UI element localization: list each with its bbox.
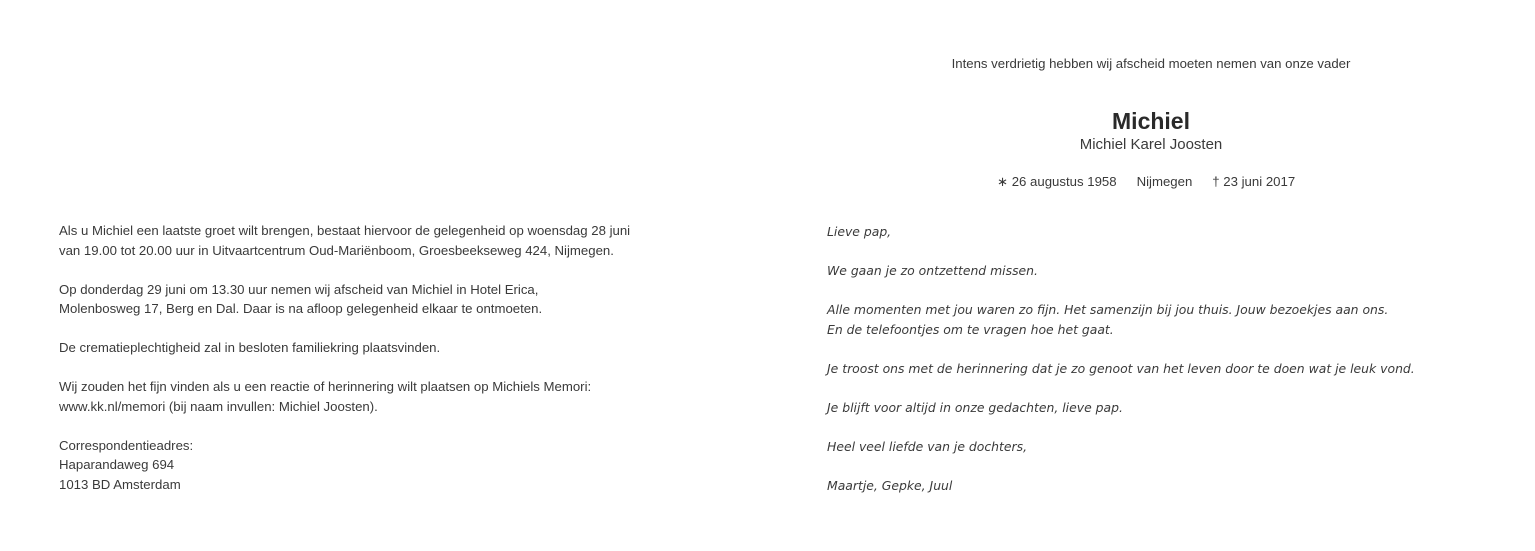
address-city: 1013 BD Amsterdam <box>59 476 181 492</box>
address-street: Haparandaweg 694 <box>59 457 175 472</box>
life-dates <box>997 174 1295 190</box>
letter-signature: Maartje, Gepke, Juul <box>827 477 953 493</box>
visitation-paragraph: Als u Michiel een laatste groet wilt brengen, bestaat hiervoor de gelegenheid op woensdag 28 juni van 19.00 tot 20.00 uur in Uitvaartcentrum Oud-Mariënboom, Groesbeekseweg 424, Nijmegen. <box>59 223 631 258</box>
letter-line: Heel veel liefde van je dochters, <box>827 438 1028 454</box>
death-date: † 23 juni 2017 <box>1212 174 1296 189</box>
cremation-paragraph: De crematieplechtigheid zal in besloten familiekring plaatsvinden. <box>59 340 441 355</box>
farewell-paragraph: Op donderdag 29 juni om 13.30 uur nemen wij afscheid van Michiel in Hotel Erica, Molenbosweg 17, Berg en Dal. Daar is na afloop gelegenheid elkaar te ontmoeten. <box>59 281 543 316</box>
birth-date: ∗ 26 augustus 1958 <box>997 174 1117 189</box>
letter-line: Alle momenten met jou waren zo fijn. Het samenzijn bij jou thuis. Jouw bezoekjes aan ons. En de telefoontjes om te vragen hoe het gaat. <box>827 302 1389 337</box>
letter-line: Je blijft voor altijd in onze gedachten, lieve pap. <box>827 399 1123 415</box>
intro-text: Intens verdrietig hebben wij afscheid moeten nemen van onze vader <box>951 56 1351 71</box>
memori-paragraph: Wij zouden het fijn vinden als u een reactie of herinnering wilt plaatsen op Michiels Memori: www.kk.nl/memori (bij naam invullen: Michiel Joosten). <box>59 379 592 414</box>
letter-line: We gaan je zo ontzettend missen. <box>827 263 1038 278</box>
personal-letter <box>827 222 1467 515</box>
address-label: Correspondentieadres: <box>59 437 194 453</box>
practical-info <box>59 221 699 494</box>
deceased-full-name: Michiel Karel Joosten <box>1079 136 1223 153</box>
correspondence-address <box>59 436 699 495</box>
letter-line: Lieve pap, <box>827 224 892 239</box>
deceased-name: Michiel <box>1112 108 1190 134</box>
place: Nijmegen <box>1136 174 1193 189</box>
letter-line: Je troost ons met de herinnering dat je zo genoot van het leven door te doen wat je leuk vond. <box>827 360 1415 376</box>
